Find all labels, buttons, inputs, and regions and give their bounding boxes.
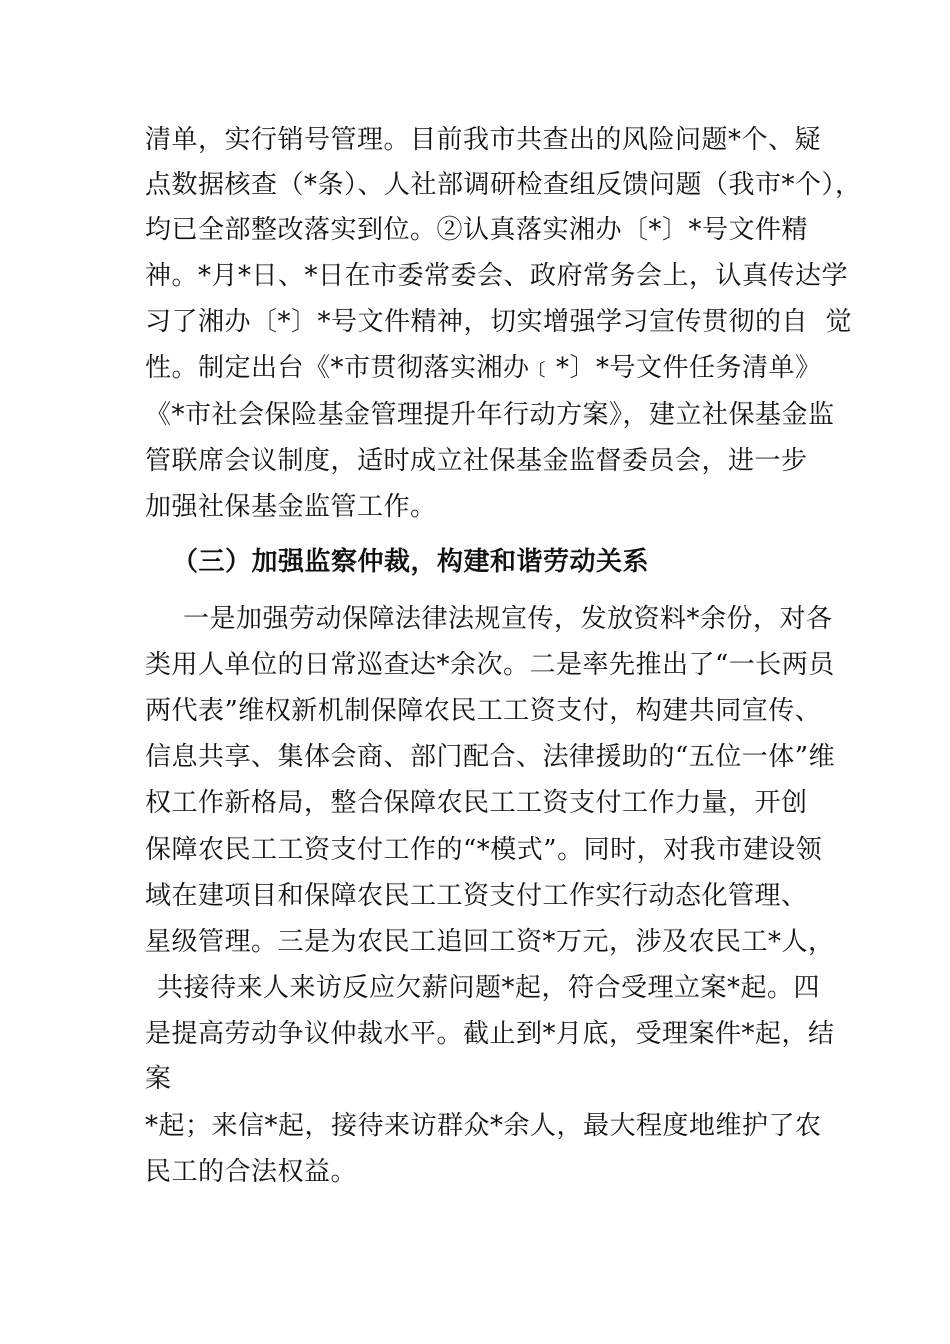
- paragraph-line: 类用人单位的日常巡查达*余次。二是率先推出了“一长两员: [145, 650, 835, 680]
- paragraph-line: 点数据核查（*条）、人社部调研检查组反馈问题（我市*个），: [145, 170, 862, 200]
- paragraph-line: 权工作新格局，整合保障农民工工资支付工作力量，开创: [145, 788, 808, 818]
- paragraph-line: 管联席会议制度，适时成立社保基金监督委员会，进一步: [145, 446, 808, 476]
- section-heading: （三）加强监察仲裁，构建和谐劳动关系: [172, 547, 650, 577]
- paragraph-line: 保障农民工工资支付工作的“*模式”。同时，对我市建设领: [145, 835, 823, 865]
- paragraph-line: 神。*月*日、*日在市委常委会、政府常务会上，认真传达学: [145, 261, 849, 291]
- paragraph-line: 习了湘办〔*〕*号文件精神，切实增强学习宣传贯彻的自 觉: [145, 307, 853, 337]
- paragraph-line: 两代表”维权新机制保障农民工工资支付，构建共同宣传、: [145, 696, 822, 726]
- paragraph-line: 加强社保基金监管工作。: [145, 492, 437, 522]
- paragraph-line: 信息共享、集体会商、部门配合、法律援助的“五位一体”维: [145, 742, 836, 772]
- paragraph-line: 是提高劳动争议仲裁水平。截止到*月底，受理案件*起，结: [145, 1019, 835, 1049]
- paragraph-line: 性。制定出台《*市贯彻落实湘办﹝*〕*号文件任务清单》: [145, 353, 822, 383]
- paragraph-line: 星级管理。三是为农民工追回工资*万元，涉及农民工*人，: [145, 927, 835, 957]
- paragraph-line: 《*市社会保险基金管理提升年行动方案》，建立社保基金监: [145, 400, 835, 430]
- paragraph-line: 一是加强劳动保障法律法规宣传，发放资料*余份，对各: [183, 604, 833, 634]
- paragraph-line: 均已全部整改落实到位。②认真落实湘办〔*〕*号文件精: [145, 215, 809, 245]
- paragraph-line: 案: [145, 1064, 172, 1094]
- paragraph-line: 共接待来人来访反应欠薪问题*起，符合受理立案*起。四: [157, 973, 821, 1003]
- paragraph-line: 清单，实行销号管理。目前我市共查出的风险问题*个、疑: [145, 125, 822, 155]
- paragraph-line: 域在建项目和保障农民工工资支付工作实行动态化管理、: [145, 881, 808, 911]
- paragraph-line: *起；来信*起，接待来访群众*余人，最大程度地维护了农: [145, 1111, 822, 1141]
- paragraph-line: 民工的合法权益。: [145, 1157, 358, 1187]
